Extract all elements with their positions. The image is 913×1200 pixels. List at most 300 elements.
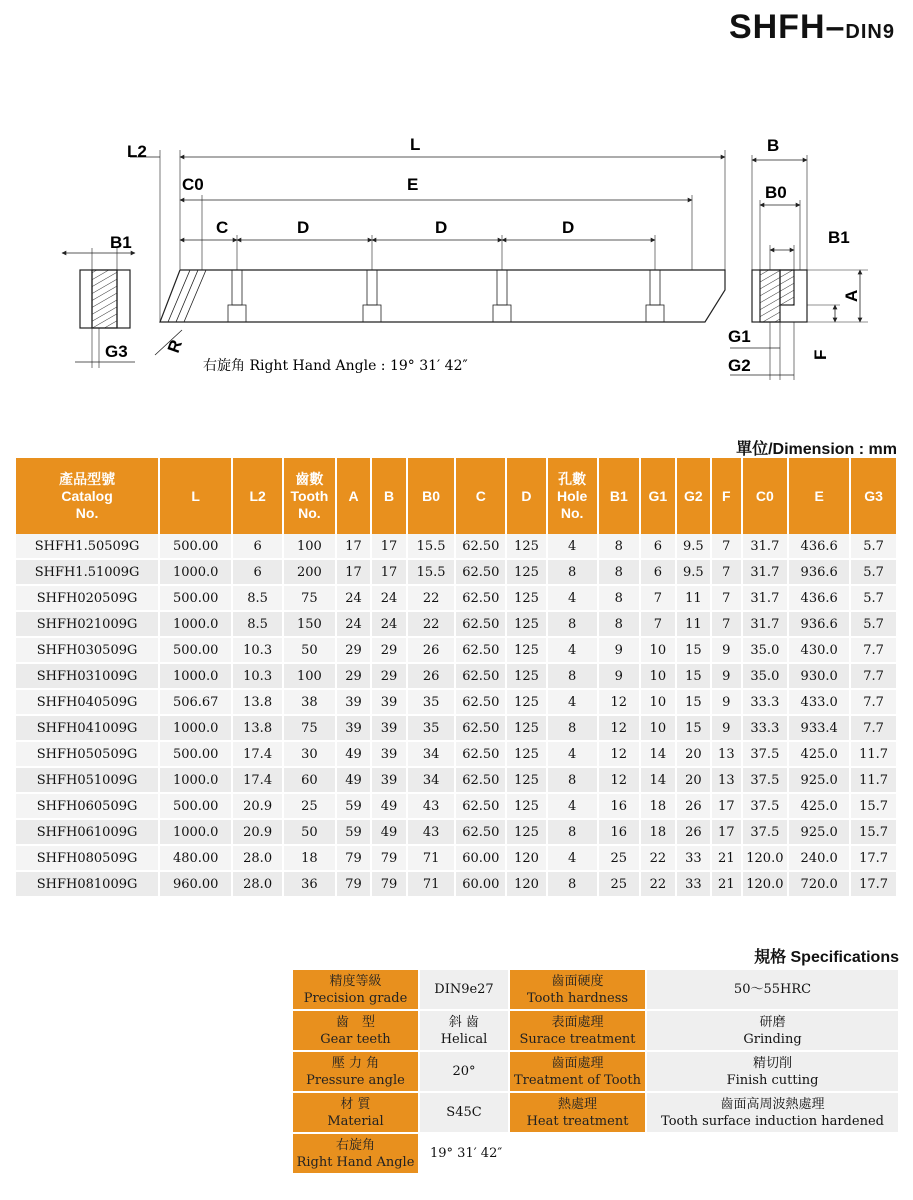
column-header	[743, 458, 788, 534]
spec-value-line: 斜 齒	[448, 1014, 480, 1030]
column-header-line: B	[383, 487, 395, 504]
table-header-row	[16, 458, 896, 534]
table-cell: 50	[284, 820, 335, 846]
table-row	[16, 716, 896, 742]
table-cell: 18	[641, 794, 675, 820]
spec-label-line: Pressure angle	[306, 1072, 405, 1088]
table-cell: 49	[337, 742, 371, 768]
table-cell: 17	[337, 560, 371, 586]
table-cell: 29	[372, 638, 406, 664]
table-cell: 17	[372, 560, 406, 586]
table-cell: 35.0	[743, 664, 788, 690]
table-cell: 8	[548, 560, 597, 586]
catalog-cell: SHFH1.50509G	[16, 534, 158, 560]
table-cell: 436.6	[789, 534, 849, 560]
table-cell: 1000.0	[160, 768, 231, 794]
table-cell: 62.50	[456, 742, 505, 768]
table-cell: 62.50	[456, 534, 505, 560]
table-cell: 8	[599, 586, 640, 612]
table-cell: 925.0	[789, 820, 849, 846]
table-cell: 17	[712, 820, 740, 846]
spec-label	[293, 1093, 418, 1132]
column-header-line: No.	[75, 504, 99, 521]
table-cell: 38	[284, 690, 335, 716]
table-cell: 39	[337, 690, 371, 716]
column-header	[16, 458, 158, 534]
table-cell: 12	[599, 690, 640, 716]
table-cell: 26	[408, 664, 455, 690]
column-header	[233, 458, 282, 534]
table-cell: 26	[408, 638, 455, 664]
column-header-line: No.	[298, 504, 321, 521]
table-cell: 7	[712, 612, 740, 638]
table-cell: 9.5	[677, 534, 711, 560]
table-cell: 25	[284, 794, 335, 820]
table-cell: 13.8	[233, 716, 282, 742]
table-cell: 200	[284, 560, 335, 586]
column-header	[641, 458, 675, 534]
column-header	[712, 458, 740, 534]
spec-value	[647, 1052, 898, 1091]
table-cell: 9	[712, 716, 740, 742]
table-cell: 71	[408, 846, 455, 872]
label-d1: D	[297, 218, 310, 237]
table-cell: 60	[284, 768, 335, 794]
table-cell: 15.7	[851, 794, 896, 820]
label-r: R	[163, 337, 186, 356]
column-header-line: E	[814, 487, 824, 504]
table-cell: 29	[337, 638, 371, 664]
table-cell: 7.7	[851, 638, 896, 664]
table-cell: 4	[548, 690, 597, 716]
table-cell: 20.9	[233, 820, 282, 846]
table-cell: 13	[712, 768, 740, 794]
table-cell: 33.3	[743, 690, 788, 716]
dimension-table	[14, 458, 898, 898]
column-header	[372, 458, 406, 534]
table-cell: 39	[337, 716, 371, 742]
spec-label	[510, 1052, 645, 1091]
table-cell: 33	[677, 872, 711, 898]
table-cell: 10	[641, 664, 675, 690]
catalog-cell: SHFH020509G	[16, 586, 158, 612]
table-cell: 433.0	[789, 690, 849, 716]
label-g2: G2	[728, 356, 751, 375]
table-cell: 7	[712, 560, 740, 586]
table-cell: 22	[641, 846, 675, 872]
table-cell: 9	[599, 638, 640, 664]
table-cell: 62.50	[456, 768, 505, 794]
table-cell: 62.50	[456, 690, 505, 716]
specifications-title: 規格 Specifications	[754, 949, 899, 966]
table-cell: 6	[233, 534, 282, 560]
spec-label-line: 材 質	[340, 1096, 371, 1112]
table-cell: 79	[337, 846, 371, 872]
table-cell: 11	[677, 612, 711, 638]
table-cell: 39	[372, 768, 406, 794]
column-header-line: Hole	[556, 487, 588, 504]
table-cell: 10	[641, 690, 675, 716]
table-cell: 18	[641, 820, 675, 846]
specifications-table	[291, 968, 900, 1175]
table-row	[16, 794, 896, 820]
table-cell: 12	[599, 768, 640, 794]
table-cell: 7.7	[851, 716, 896, 742]
label-a: A	[842, 289, 861, 302]
table-cell: 10	[641, 638, 675, 664]
table-cell: 9	[712, 638, 740, 664]
table-cell: 75	[284, 586, 335, 612]
table-cell: 8	[548, 612, 597, 638]
column-header-line: B0	[422, 487, 441, 504]
label-b1-left: B1	[110, 233, 132, 252]
table-cell: 15	[677, 638, 711, 664]
table-cell: 8.5	[233, 586, 282, 612]
column-header	[284, 458, 335, 534]
title-main: SHFH–	[728, 8, 846, 46]
table-cell: 39	[372, 690, 406, 716]
table-cell: 15.7	[851, 820, 896, 846]
table-cell: 5.7	[851, 560, 896, 586]
table-cell: 7	[712, 534, 740, 560]
table-cell: 125	[507, 560, 546, 586]
table-cell: 49	[372, 820, 406, 846]
table-cell: 62.50	[456, 716, 505, 742]
table-cell: 9	[712, 690, 740, 716]
column-header-line: Catalog	[61, 487, 113, 504]
table-cell: 125	[507, 534, 546, 560]
spec-value-line: S45C	[446, 1105, 482, 1120]
table-cell: 500.00	[160, 742, 231, 768]
column-header	[408, 458, 455, 534]
table-cell: 25	[599, 846, 640, 872]
table-cell: 20	[677, 768, 711, 794]
spec-label-line: Precision grade	[303, 990, 408, 1006]
column-header-line: No.	[560, 504, 584, 521]
table-cell: 125	[507, 664, 546, 690]
spec-label	[510, 970, 645, 1009]
table-cell: 960.00	[160, 872, 231, 898]
column-header	[160, 458, 231, 534]
spec-value-line: Grinding	[743, 1031, 802, 1047]
label-d3: D	[562, 218, 575, 237]
table-cell: 4	[548, 846, 597, 872]
table-cell: 31.7	[743, 534, 788, 560]
column-header	[507, 458, 546, 534]
table-cell: 25	[599, 872, 640, 898]
table-cell: 43	[408, 794, 455, 820]
column-header-line: Tooth	[290, 487, 329, 504]
table-cell: 37.5	[743, 768, 788, 794]
table-cell: 5.7	[851, 586, 896, 612]
spec-label-line: 齒面處理	[551, 1055, 604, 1071]
table-cell: 8	[548, 716, 597, 742]
table-cell: 11.7	[851, 742, 896, 768]
table-cell: 34	[408, 768, 455, 794]
spec-value-line: Helical	[440, 1031, 488, 1047]
label-d2: D	[435, 218, 448, 237]
table-cell: 425.0	[789, 794, 849, 820]
table-cell: 5.7	[851, 612, 896, 638]
table-cell: 62.50	[456, 560, 505, 586]
column-header	[337, 458, 371, 534]
table-cell: 1000.0	[160, 612, 231, 638]
label-f: F	[811, 349, 830, 360]
table-cell: 506.67	[160, 690, 231, 716]
table-cell: 12	[599, 742, 640, 768]
table-row	[16, 612, 896, 638]
spec-label	[293, 970, 418, 1009]
spec-label	[293, 1134, 418, 1173]
table-cell: 6	[641, 560, 675, 586]
table-cell: 150	[284, 612, 335, 638]
table-row	[16, 742, 896, 768]
catalog-cell: SHFH080509G	[16, 846, 158, 872]
table-cell: 936.6	[789, 612, 849, 638]
spec-value-line: 精切削	[752, 1055, 792, 1071]
table-cell: 21	[712, 846, 740, 872]
table-row	[16, 664, 896, 690]
page-title	[729, 8, 895, 47]
table-cell: 100	[284, 534, 335, 560]
table-cell: 11	[677, 586, 711, 612]
table-cell: 11.7	[851, 768, 896, 794]
table-cell: 16	[599, 820, 640, 846]
table-cell: 50	[284, 638, 335, 664]
table-cell: 4	[548, 742, 597, 768]
spec-value-line: 19° 31′ 42″	[430, 1146, 503, 1161]
table-cell: 4	[548, 586, 597, 612]
catalog-cell: SHFH031009G	[16, 664, 158, 690]
table-cell: 120.0	[743, 846, 788, 872]
table-cell: 9	[599, 664, 640, 690]
table-cell: 49	[337, 768, 371, 794]
table-cell: 10	[641, 716, 675, 742]
spec-value-line: Finish cutting	[726, 1072, 819, 1088]
table-cell: 15	[677, 716, 711, 742]
spec-value	[647, 970, 898, 1009]
label-b1-right: B1	[828, 228, 850, 247]
title-sub: DIN9	[845, 21, 895, 43]
table-cell: 5.7	[851, 534, 896, 560]
table-cell: 930.0	[789, 664, 849, 690]
spec-value	[420, 1134, 898, 1173]
table-cell: 430.0	[789, 638, 849, 664]
table-cell: 14	[641, 768, 675, 794]
table-cell: 10.3	[233, 664, 282, 690]
technical-drawing	[0, 120, 913, 390]
spec-label	[510, 1011, 645, 1050]
table-cell: 62.50	[456, 586, 505, 612]
table-row	[16, 820, 896, 846]
table-cell: 1000.0	[160, 716, 231, 742]
table-cell: 79	[372, 846, 406, 872]
table-cell: 125	[507, 716, 546, 742]
table-cell: 7.7	[851, 664, 896, 690]
table-cell: 24	[372, 586, 406, 612]
table-cell: 62.50	[456, 794, 505, 820]
catalog-cell: SHFH1.51009G	[16, 560, 158, 586]
table-cell: 62.50	[456, 664, 505, 690]
catalog-cell: SHFH081009G	[16, 872, 158, 898]
table-cell: 6	[641, 534, 675, 560]
catalog-cell: SHFH061009G	[16, 820, 158, 846]
column-header	[548, 458, 597, 534]
table-cell: 7	[641, 586, 675, 612]
spec-label-line: Right Hand Angle	[296, 1154, 415, 1170]
spec-value-line: 20°	[452, 1064, 476, 1079]
table-cell: 59	[337, 794, 371, 820]
table-cell: 26	[677, 820, 711, 846]
column-header-line: D	[521, 487, 532, 504]
column-header-line: 孔數	[558, 470, 587, 487]
table-cell: 35.0	[743, 638, 788, 664]
column-header-line: 產品型號	[59, 470, 116, 487]
table-cell: 125	[507, 768, 546, 794]
catalog-cell: SHFH051009G	[16, 768, 158, 794]
spec-label-line: 表面處理	[551, 1014, 604, 1030]
table-cell: 10.3	[233, 638, 282, 664]
table-cell: 21	[712, 872, 740, 898]
table-cell: 62.50	[456, 820, 505, 846]
table-cell: 39	[372, 716, 406, 742]
table-cell: 60.00	[456, 846, 505, 872]
table-cell: 4	[548, 794, 597, 820]
table-cell: 8	[548, 820, 597, 846]
table-row	[16, 690, 896, 716]
spec-label-line: Surace treatment	[519, 1031, 636, 1047]
table-cell: 31.7	[743, 560, 788, 586]
table-cell: 39	[372, 742, 406, 768]
table-cell: 26	[677, 794, 711, 820]
label-b: B	[767, 136, 780, 155]
catalog-cell: SHFH021009G	[16, 612, 158, 638]
table-cell: 8	[599, 560, 640, 586]
spec-value-line: Tooth surface induction hardened	[661, 1113, 884, 1129]
table-cell: 720.0	[789, 872, 849, 898]
table-cell: 8	[548, 872, 597, 898]
table-cell: 120.0	[743, 872, 788, 898]
catalog-cell: SHFH040509G	[16, 690, 158, 716]
table-cell: 480.00	[160, 846, 231, 872]
column-header	[456, 458, 505, 534]
table-cell: 120	[507, 872, 546, 898]
label-l2: L2	[127, 142, 147, 161]
table-cell: 4	[548, 638, 597, 664]
spec-value	[420, 970, 508, 1009]
table-cell: 933.4	[789, 716, 849, 742]
table-cell: 125	[507, 794, 546, 820]
table-cell: 100	[284, 664, 335, 690]
table-cell: 15	[677, 690, 711, 716]
column-header-line: L2	[249, 487, 266, 504]
table-cell: 500.00	[160, 534, 231, 560]
table-cell: 125	[507, 638, 546, 664]
table-cell: 37.5	[743, 820, 788, 846]
label-g1: G1	[728, 327, 751, 346]
table-cell: 29	[372, 664, 406, 690]
table-cell: 15.5	[408, 534, 455, 560]
table-cell: 20	[677, 742, 711, 768]
spec-value	[647, 1093, 898, 1132]
table-cell: 17.7	[851, 846, 896, 872]
table-cell: 22	[641, 872, 675, 898]
table-cell: 34	[408, 742, 455, 768]
column-header-line: C	[475, 487, 486, 504]
table-row	[16, 846, 896, 872]
column-header-line: G3	[864, 487, 883, 504]
table-cell: 29	[337, 664, 371, 690]
table-cell: 24	[372, 612, 406, 638]
table-cell: 75	[284, 716, 335, 742]
table-cell: 9	[712, 664, 740, 690]
table-cell: 9.5	[677, 560, 711, 586]
catalog-cell: SHFH060509G	[16, 794, 158, 820]
table-cell: 14	[641, 742, 675, 768]
table-cell: 33	[677, 846, 711, 872]
spec-label-line: 壓 力 角	[331, 1055, 380, 1071]
spec-label	[293, 1052, 418, 1091]
table-cell: 60.00	[456, 872, 505, 898]
table-cell: 125	[507, 742, 546, 768]
table-cell: 30	[284, 742, 335, 768]
table-cell: 13.8	[233, 690, 282, 716]
table-cell: 120	[507, 846, 546, 872]
table-cell: 79	[337, 872, 371, 898]
column-header	[789, 458, 849, 534]
spec-label-line: 齒面硬度	[551, 973, 604, 989]
table-cell: 125	[507, 820, 546, 846]
table-cell: 8	[548, 664, 597, 690]
table-cell: 24	[337, 586, 371, 612]
table-cell: 17	[712, 794, 740, 820]
spec-label-line: Heat treatment	[526, 1113, 629, 1129]
spec-row	[293, 1134, 898, 1173]
table-cell: 35	[408, 716, 455, 742]
spec-label-line: Material	[327, 1113, 384, 1129]
table-cell: 15	[677, 664, 711, 690]
catalog-cell: SHFH030509G	[16, 638, 158, 664]
column-header-line: G1	[648, 487, 668, 504]
spec-value-line: 50～55HRC	[733, 982, 812, 997]
table-cell: 1000.0	[160, 560, 231, 586]
column-header-line: F	[722, 487, 731, 504]
table-cell: 33.3	[743, 716, 788, 742]
column-header-line: C0	[755, 487, 774, 504]
table-cell: 8	[599, 612, 640, 638]
spec-label	[510, 1093, 645, 1132]
dimension-unit: 單位/Dimension : mm	[736, 441, 897, 458]
table-cell: 4	[548, 534, 597, 560]
spec-label-line: 熱處理	[557, 1096, 597, 1112]
table-cell: 925.0	[789, 768, 849, 794]
table-cell: 18	[284, 846, 335, 872]
table-cell: 17	[337, 534, 371, 560]
column-header-line: G2	[684, 487, 703, 504]
table-cell: 43	[408, 820, 455, 846]
table-cell: 28.0	[233, 846, 282, 872]
table-cell: 79	[372, 872, 406, 898]
angle-note: 右旋角 Right Hand Angle : 19° 31′ 42″	[203, 358, 468, 374]
table-cell: 1000.0	[160, 820, 231, 846]
end-section-right	[730, 155, 868, 380]
spec-label-line: Treatment of Tooth	[514, 1072, 641, 1088]
spec-value	[420, 1011, 508, 1050]
spec-label-line: 齒 型	[335, 1014, 375, 1030]
spec-label-line: Tooth hardness	[526, 990, 629, 1006]
spec-row	[293, 970, 898, 1009]
table-row	[16, 560, 896, 586]
